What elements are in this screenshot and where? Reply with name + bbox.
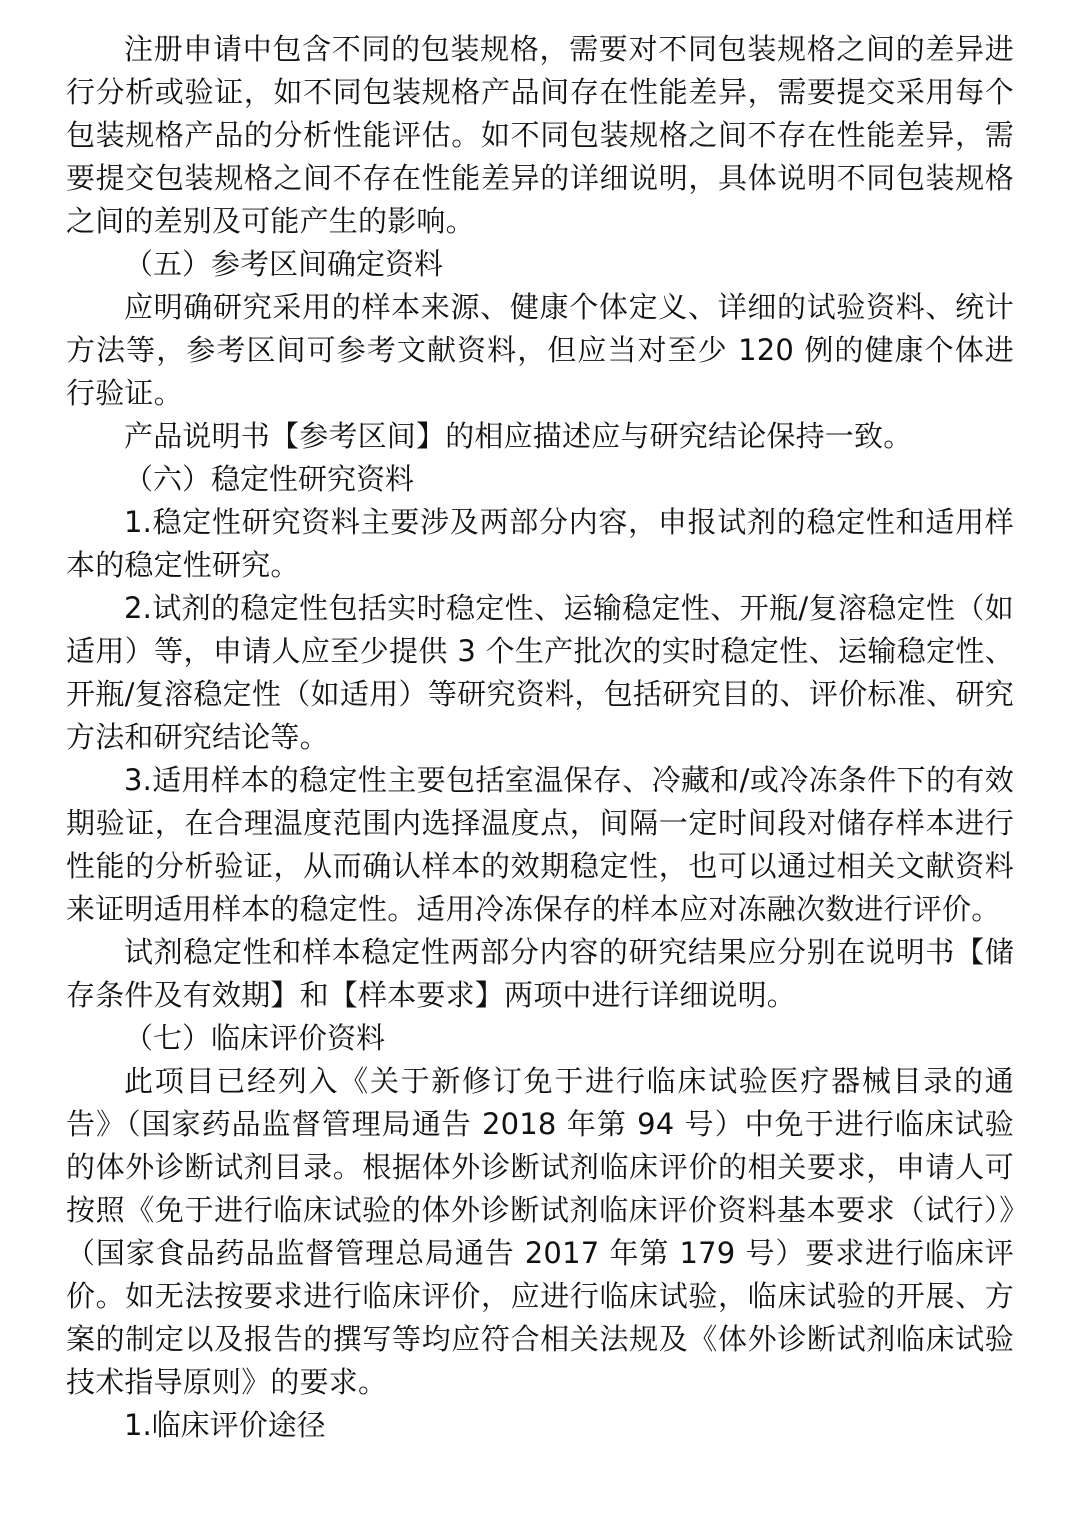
packaging-spec-paragraph: 注册申请中包含不同的包装规格，需要对不同包装规格之间的差异进行分析或验证，如不同包装规格产品间存在性能差异，需要提交采用每个包装规格产品的分析性能评估。如不同包装规格之间不存在性能差异，需要提交包装规格之间不存在性能差异的详细说明，具体说明不同包装规格之间的差别及可能产生的影响。 xyxy=(66,32,1014,238)
stability-item-2: 2.试剂的稳定性包括实时稳定性、运输稳定性、开瓶/复溶稳定性（如适用）等，申请人应至少提供 3 个生产批次的实时稳定性、运输稳定性、开瓶/复溶稳定性（如适用）等研究资料，包括研究目的、评价标准、研究方法和研究结论等。 xyxy=(66,591,1014,754)
clinical-evaluation-paragraph: 此项目已经列入《关于新修订免于进行临床试验医疗器械目录的通告》（国家药品监督管理局通告 2018 年第 94 号）中免于进行临床试验的体外诊断试剂目录。根据体外诊断试剂临床评价的相关要求，申请人可按照《免于进行临床试验的体外诊断试剂临床评价资料基本要求（试行）》（国家食品药品监督管理总局通告 2017 年第 179 号）要求进行临床评价。如无法按要求进行临床评价，应进行临床试验，临床试验的开展、方案的制定以及报告的撰写等均应符合相关法规及《体外诊断试剂临床试验技术指导原则》的要求。 xyxy=(66,1064,1014,1399)
section-5-heading: （五）参考区间确定资料 xyxy=(124,247,444,281)
section-7-heading: （七）临床评价资料 xyxy=(124,1021,386,1055)
section-6-heading: （六）稳定性研究资料 xyxy=(124,462,415,496)
stability-results-paragraph: 试剂稳定性和样本稳定性两部分内容的研究结果应分别在说明书【储存条件及有效期】和【样本要求】两项中进行详细说明。 xyxy=(66,935,1014,1012)
clinical-pathway-heading: 1.临床评价途径 xyxy=(124,1408,326,1442)
reference-interval-paragraph: 应明确研究采用的样本来源、健康个体定义、详细的试验资料、统计方法等，参考区间可参考文献资料，但应当对至少 120 例的健康个体进行验证。 xyxy=(66,290,1014,410)
manual-reference-paragraph: 产品说明书【参考区间】的相应描述应与研究结论保持一致。 xyxy=(124,419,913,453)
stability-item-1: 1.稳定性研究资料主要涉及两部分内容，申报试剂的稳定性和适用样本的稳定性研究。 xyxy=(66,505,1014,582)
stability-item-3: 3.适用样本的稳定性主要包括室温保存、冷藏和/或冷冻条件下的有效期验证，在合理温度范围内选择温度点，间隔一定时间段对储存样本进行性能的分析验证，从而确认样本的效期稳定性，也可以通过相关文献资料来证明适用样本的稳定性。适用冷冻保存的样本应对冻融次数进行评价。 xyxy=(66,763,1014,926)
